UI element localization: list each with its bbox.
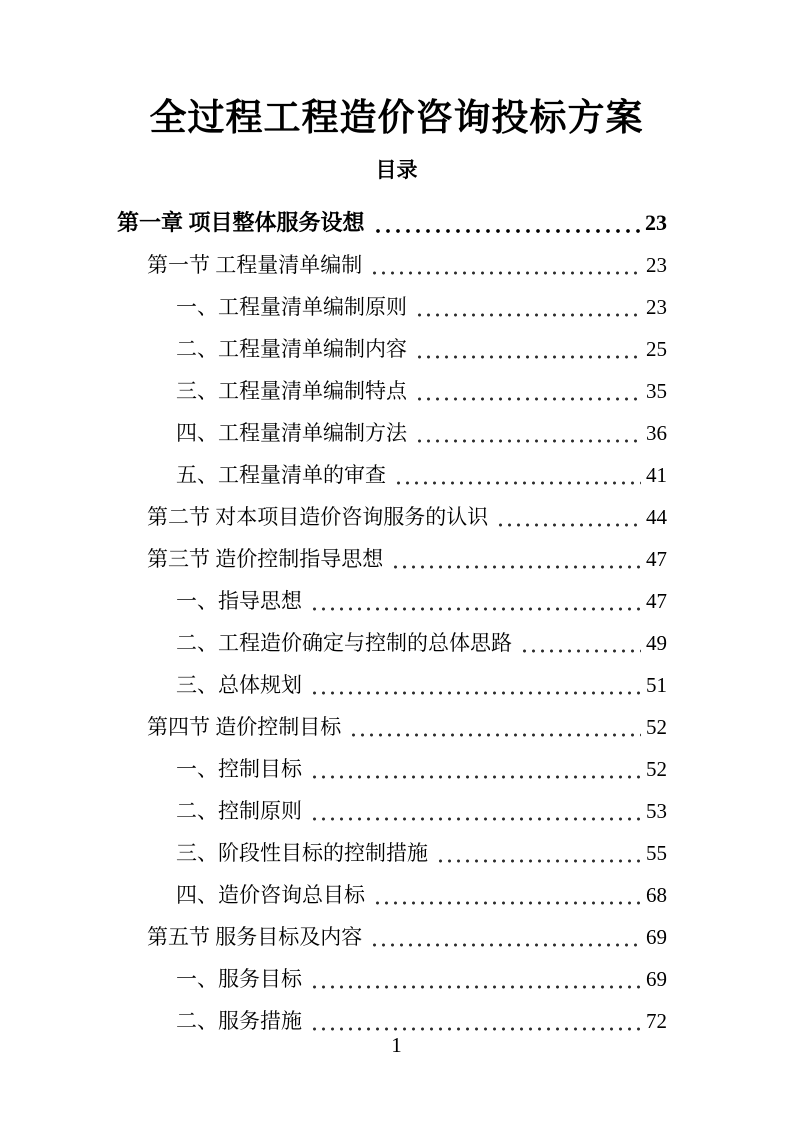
dot-leader (415, 355, 641, 359)
toc-entry-item[interactable] (0, 328, 793, 370)
toc-entry-page: 23 (645, 210, 667, 236)
page-number: 1 (391, 1033, 402, 1057)
dot-leader (310, 1027, 641, 1031)
toc-entry-label: 一、工程量清单编制原则 (176, 295, 407, 320)
dot-leader (436, 859, 641, 863)
toc-entry-label: 三、阶段性目标的控制措施 (176, 841, 428, 866)
toc-entry-section[interactable] (0, 244, 793, 286)
toc-entry-section[interactable] (0, 916, 793, 958)
dot-leader (310, 775, 641, 779)
toc-entry-page: 53 (646, 799, 667, 824)
toc-entry-item[interactable] (0, 412, 793, 454)
toc-entry-item[interactable] (0, 874, 793, 916)
toc-entry-item[interactable] (0, 664, 793, 706)
toc-entry-label: 五、工程量清单的审查 (176, 463, 386, 488)
toc-entry-item[interactable] (0, 748, 793, 790)
dot-leader (310, 691, 641, 695)
toc-entry-label: 一、控制目标 (176, 757, 302, 782)
toc-entry-label: 第一节 工程量清单编制 (147, 253, 363, 278)
dot-leader (310, 817, 641, 821)
toc-entry-page: 36 (646, 421, 667, 446)
toc-entry-label: 第五节 服务目标及内容 (147, 925, 363, 950)
toc-entry-page: 47 (646, 547, 667, 572)
document-title: 全过程工程造价咨询投标方案 (149, 98, 644, 139)
toc-list (0, 202, 793, 1042)
toc-entry-label: 第二节 对本项目造价咨询服务的认识 (147, 505, 489, 530)
toc-entry-label: 三、总体规划 (176, 673, 302, 698)
dot-leader (310, 607, 641, 611)
dot-leader (415, 397, 641, 401)
toc-entry-item[interactable] (0, 580, 793, 622)
toc-entry-item[interactable] (0, 622, 793, 664)
toc-entry-page: 23 (646, 295, 667, 320)
toc-entry-label: 第一章 项目整体服务设想 (117, 210, 365, 236)
dot-leader (394, 481, 641, 485)
toc-entry-label: 二、控制原则 (176, 799, 302, 824)
toc-entry-label: 一、服务目标 (176, 967, 302, 992)
toc-entry-item[interactable] (0, 790, 793, 832)
toc-entry-page: 49 (646, 631, 667, 656)
toc-entry-section[interactable] (0, 706, 793, 748)
toc-entry-page: 55 (646, 841, 667, 866)
toc-entry-item[interactable] (0, 370, 793, 412)
dot-leader (370, 271, 641, 275)
toc-entry-item[interactable] (0, 286, 793, 328)
toc-entry-page: 69 (646, 967, 667, 992)
dot-leader (415, 313, 641, 317)
toc-entry-section[interactable] (0, 538, 793, 580)
toc-entry-label: 三、工程量清单编制特点 (176, 379, 407, 404)
toc-entry-page: 69 (646, 925, 667, 950)
toc-entry-page: 72 (646, 1009, 667, 1034)
toc-entry-section[interactable] (0, 496, 793, 538)
toc-entry-page: 44 (646, 505, 667, 530)
toc-entry-page: 52 (646, 715, 667, 740)
dot-leader (415, 439, 641, 443)
toc-entry-item[interactable] (0, 958, 793, 1000)
toc-entry-item[interactable] (0, 454, 793, 496)
toc-heading: 目录 (375, 158, 418, 183)
toc-entry-page: 35 (646, 379, 667, 404)
toc-entry-label: 一、指导思想 (176, 589, 302, 614)
toc-entry-label: 二、服务措施 (176, 1009, 302, 1034)
dot-leader (496, 523, 641, 527)
toc-entry-label: 第四节 造价控制目标 (147, 715, 342, 740)
dot-leader (391, 565, 641, 569)
toc-entry-item[interactable] (0, 832, 793, 874)
dot-leader (349, 733, 641, 737)
toc-entry-page: 23 (646, 253, 667, 278)
toc-entry-page: 68 (646, 883, 667, 908)
toc-entry-page: 41 (646, 463, 667, 488)
toc-entry-label: 四、工程量清单编制方法 (176, 421, 407, 446)
dot-leader (373, 229, 640, 233)
toc-entry-page: 25 (646, 337, 667, 362)
toc-entry-label: 二、工程造价确定与控制的总体思路 (176, 631, 512, 656)
toc-entry-label: 四、造价咨询总目标 (176, 883, 365, 908)
dot-leader (520, 649, 641, 653)
toc-entry-page: 51 (646, 673, 667, 698)
toc-entry-page: 47 (646, 589, 667, 614)
dot-leader (370, 943, 641, 947)
toc-entry-label: 第三节 造价控制指导思想 (147, 547, 384, 572)
dot-leader (373, 901, 641, 905)
toc-entry-page: 52 (646, 757, 667, 782)
toc-entry-chapter[interactable] (0, 202, 793, 244)
toc-entry-label: 二、工程量清单编制内容 (176, 337, 407, 362)
dot-leader (310, 985, 641, 989)
